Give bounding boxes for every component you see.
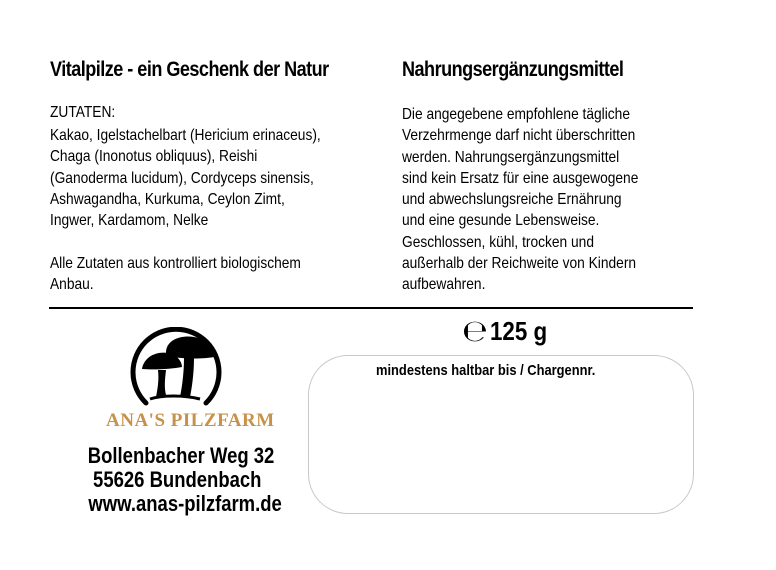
net-weight-value: 125 g <box>489 316 547 346</box>
ingredients-list: Kakao, Igelstachelbart (Hericium erinaceus), Chaga (Inonotus obliquus), Reishi (Ganoderma lucidum), Cordyceps sinensis, Ashwagandha, Kurkuma, Ceylon Zimt, Ingwer, Kardamom, Nelke <box>50 127 321 230</box>
address-city: 55626 Bundenbach <box>93 467 262 492</box>
right-title: Nahrungsergänzungsmittel <box>402 58 624 81</box>
left-title: Vitalpilze - ein Geschenk der Natur <box>50 58 329 81</box>
consumption-warning: Die angegebene empfohlene tägliche Verzehrmenge darf nicht überschritten werden. Nahrungsergänzungsmittel sind kein Ersatz für eine ausgewogene und abwechslungsreiche Ernährung und eine gesunde Lebensweise. Geschlossen, kühl, trocken und außerhalb der Reichweite von Kindern aufbewahren. <box>402 106 639 294</box>
estimated-sign-icon: ℮ <box>462 313 488 349</box>
net-weight <box>462 313 556 349</box>
organic-note: Alle Zutaten aus kontrolliert biologischem Anbau. <box>50 255 301 294</box>
mushroom-logo-icon <box>128 327 224 409</box>
address-street: Bollenbacher Weg 32 <box>87 443 275 468</box>
website-link[interactable]: www.anas-pilzfarm.de <box>88 491 282 516</box>
divider-line <box>49 307 693 309</box>
ingredients-heading: ZUTATEN: <box>50 104 116 121</box>
brand-name: ANA'S PILZFARM <box>106 410 275 431</box>
best-before-label: mindestens haltbar bis / Chargennr. <box>376 362 596 379</box>
